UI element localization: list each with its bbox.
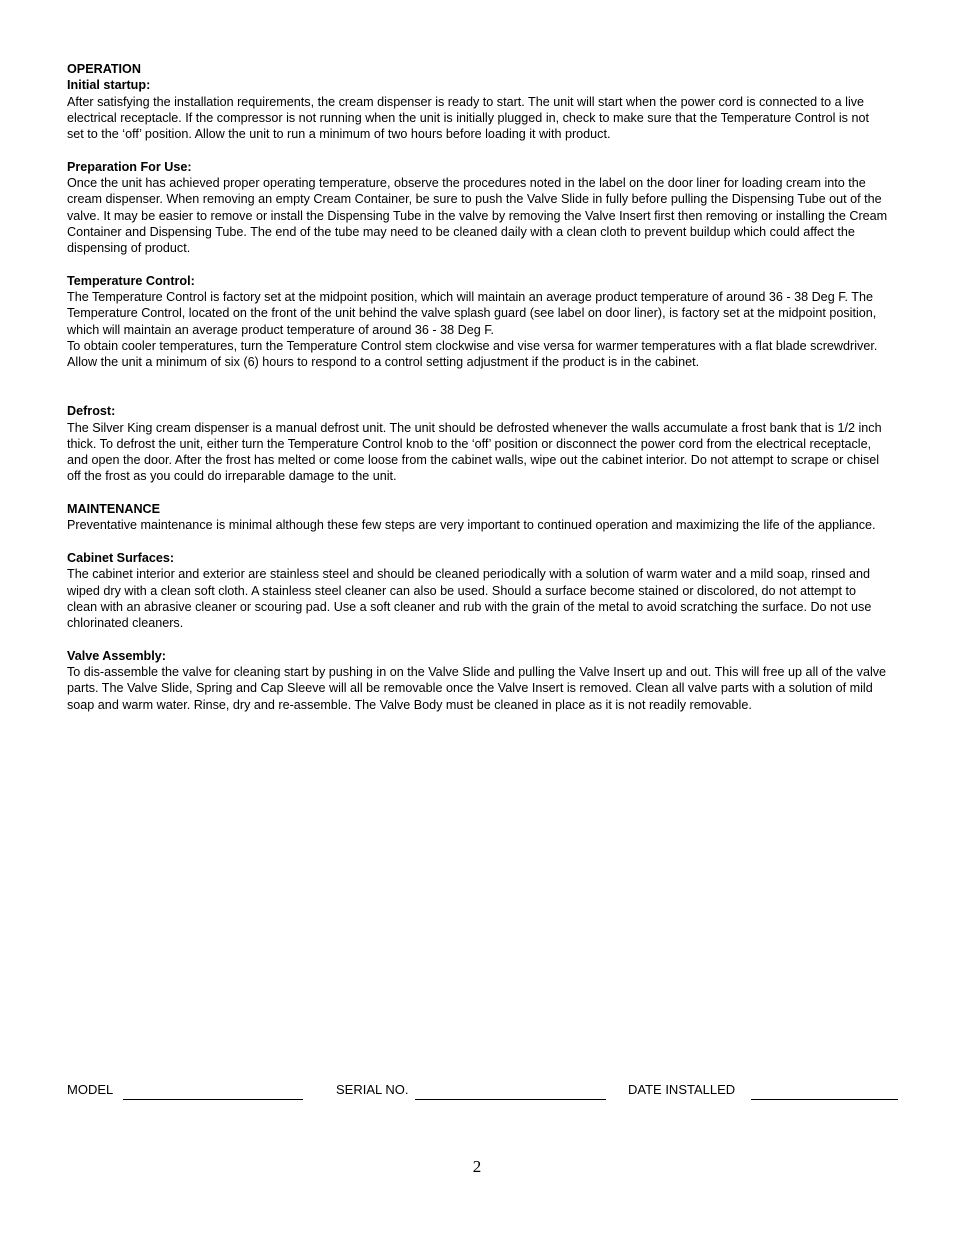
record-fields [67,1082,899,1102]
serial-blank-line[interactable] [415,1099,606,1100]
initial-startup-heading: Initial startup: [67,78,151,93]
temperature-control-heading: Temperature Control: [67,273,195,288]
operation-title: OPERATION [67,62,141,76]
preparation-heading: Preparation For Use: [67,159,192,174]
maintenance-intro: Preventative maintenance is minimal although these few steps are very important to continued operation and maximizing the life of the appliance. [67,518,876,533]
temperature-control-text-2: To obtain cooler temperatures, turn the Temperature Control stem clockwise and vise versa for warmer temperatures with a flat blade screwdriver. Allow the unit a minimum of six (6) hours to respond to a control setting adjustment if the product is in the cabinet. [67,339,878,370]
cabinet-surfaces-text: The cabinet interior and exterior are stainless steel and should be cleaned periodically with a solution of warm water and a mild soap, rinsed and wiped dry with a clean soft cloth. A stainless steel cleaner can also be used. Should a surface become stained or discolored, do not attempt to clean with an abrasive cleaner or scouring pad. Use a soft cleaner and rub with the grain of the metal to avoid scratching the surface. Do not use chlorinated cleaners. [67,567,872,631]
preparation-text: Once the unit has achieved proper operating temperature, observe the procedures noted in the label on the door liner for loading cream into the cream dispenser. When removing an empty Cream Container, be sure to push the Valve Slide in fully before pulling the Dispensing Tube out of the valve. It may be easier to remove or install the Dispensing Tube in the valve by removing the Valve Insert first then removing or installing the Cream Container and Dispensing Tube. The end of the tube may need to be cleaned daily with a clean cloth to prevent buildup which could affect the dispensing of product. [67,176,888,256]
defrost-heading: Defrost: [67,404,116,419]
date-installed-blank-line[interactable] [751,1099,898,1100]
cabinet-surfaces-heading: Cabinet Surfaces: [67,550,175,565]
model-blank-line[interactable] [123,1099,303,1100]
valve-assembly-text: To dis-assemble the valve for cleaning start by pushing in on the Valve Slide and pulling the Valve Insert up and out. This will free up all of the valve parts. The Valve Slide, Spring and Cap Sleeve will all be removable once the Valve Insert is removed. Clean all valve parts with a solution of mild soap and warm water. Rinse, dry and re-assemble. The Valve Body must be cleaned in place as it is not readily removable. [67,664,887,712]
initial-startup-text: After satisfying the installation requirements, the cream dispenser is ready to start. The unit will start when the power cord is connected to a live electrical receptacle. If the compressor is not running when the unit is initially plugged in, check to make sure that the Temperature Control is not set to the ‘off’ position. Allow the unit to run a minimum of two hours before loading it with product. [67,94,869,142]
temperature-control-text-1: The Temperature Control is factory set at the midpoint position, which will maintain an average product temperature of around 36 - 38 Deg F. The Temperature Control, located on the front of the unit behind the valve splash guard (see label on door liner), is factory set at the midpoint position, which will maintain an average product temperature of around 36 - 38 Deg F. [67,290,877,337]
defrost-text: The Silver King cream dispenser is a manual defrost unit. The unit should be defrosted whenever the walls accumulate a frost bank that is 1/2 inch thick. To defrost the unit, either turn the Temperature Control knob to the ‘off’ position or disconnect the power cord from the electrical receptacle, and open the door. After the frost has melted or come loose from the cabinet walls, wipe out the cabinet interior. Do not attempt to scrape or chisel off the frost as you could do irreparable damage to the unit. [67,420,882,484]
document-body [67,61,889,713]
date-installed-label: DATE INSTALLED [628,1082,736,1097]
maintenance-title: MAINTENANCE [67,502,161,517]
serial-label: SERIAL NO. [336,1082,409,1097]
page-number: 2 [472,1157,482,1176]
valve-assembly-heading: Valve Assembly: [67,648,166,663]
model-label: MODEL [67,1082,114,1097]
